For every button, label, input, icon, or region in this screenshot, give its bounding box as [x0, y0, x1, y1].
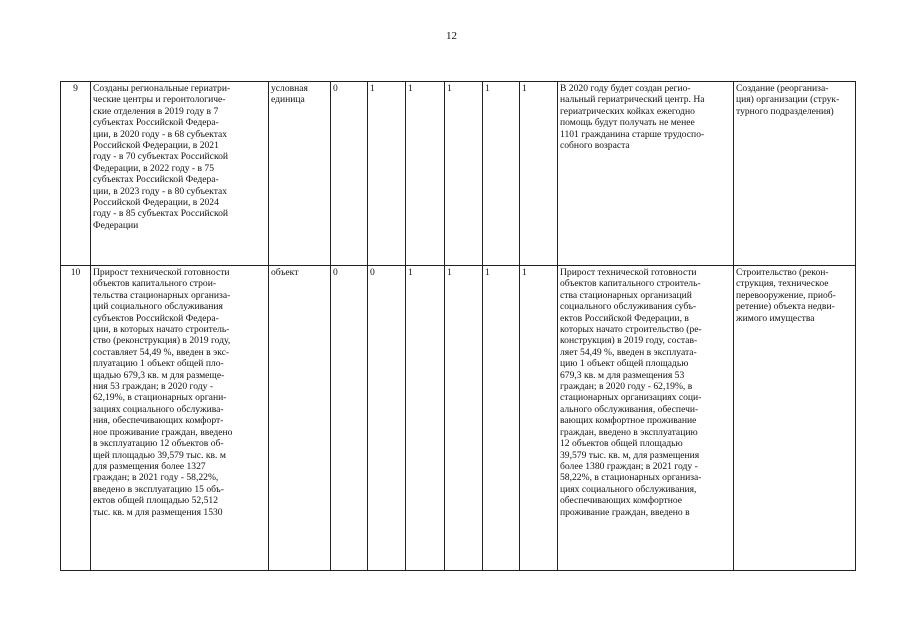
text-line: тельства стационарных организа- [93, 289, 231, 301]
text-line: обеспечивающих комфортное [560, 495, 683, 507]
unit-cell [269, 266, 331, 571]
value-cell: 1 [520, 266, 558, 571]
value-cell: 0 [331, 82, 368, 266]
text-line: 12 объектов общей площадью [560, 438, 683, 450]
text-line: собного возраста [560, 140, 630, 152]
text-line: ческие центры и геронтологиче- [93, 94, 226, 106]
text-line: составляет 54,49 %, введен в экс- [93, 346, 230, 358]
value-cell: 1 [445, 82, 483, 266]
text-line: ное проживание граждан, введено [93, 426, 233, 438]
text-line: перевооружение, приоб- [736, 289, 836, 301]
text-line: году - в 70 субъектах Российской [93, 151, 229, 163]
row-number: 9 [61, 82, 91, 266]
text-line: ции, в 2020 году - в 68 субъектах [93, 128, 228, 140]
description-cell [558, 266, 734, 571]
text-line: струкция, техническое [736, 278, 829, 290]
text-line: цию 1 объект общей площадью [560, 358, 689, 370]
text-line: объект [271, 267, 299, 278]
text-line: объектов капитального строи- [93, 278, 217, 290]
value-cell: 0 [331, 266, 368, 571]
text-line: ектов общей площадью 52,512 [93, 495, 219, 507]
value-cell: 1 [483, 82, 520, 266]
text-line: 39,579 тыс. кв. м, для размещения [560, 449, 700, 461]
text-line: плуатацию 1 объект общей пло- [93, 358, 224, 370]
text-line: субъектах Российской Федера- [93, 117, 219, 129]
text-line: В 2020 году будет создан регио- [560, 83, 691, 94]
text-line: ций социального обслуживания [93, 301, 223, 313]
text-line: турного подразделения) [736, 105, 834, 117]
text-line: ства стационарных организаций [560, 289, 692, 301]
text-line: щей площадью 39,579 тыс. кв. м [93, 449, 226, 461]
text-line: Российской Федерации, в 2024 [93, 197, 219, 209]
text-line: условная [271, 83, 308, 94]
text-line: конструкция) в 2019 году, состав- [560, 335, 698, 347]
value-cell: 1 [406, 266, 445, 571]
result-cell [91, 266, 269, 571]
text-line: социального обслуживания субъ- [560, 301, 697, 313]
table-row [61, 266, 856, 571]
type-cell [734, 82, 856, 266]
text-line: ство (реконструкция) в 2019 году, [93, 335, 231, 347]
text-line: в эксплуатацию 12 объектов об- [93, 438, 224, 450]
text-line: Российской Федерации, в 2021 [93, 140, 219, 152]
text-line: ния, обеспечивающих комфорт- [93, 415, 224, 427]
value-cell: 1 [483, 266, 520, 571]
table-row [61, 82, 856, 266]
text-line: 58,22%, в стационарных организа- [560, 472, 702, 484]
description-cell [558, 82, 734, 266]
text-line: зациях социального обслужива- [93, 403, 224, 415]
text-line: субъектов Российской Федера- [93, 312, 219, 324]
text-line: субъектах Российской Федера- [93, 174, 219, 186]
text-line: Федерации, в 2022 году - в 75 [93, 162, 215, 174]
text-line: ляет 54,49 %, введен в эксплуата- [560, 346, 697, 358]
text-line: году - в 85 субъектах Российской [93, 208, 229, 220]
result-cell [91, 82, 269, 266]
text-line: единица [271, 94, 305, 106]
text-line: ектов Российской Федерации, в [560, 312, 689, 324]
text-line: ретение) объекта недви- [736, 301, 835, 313]
text-line: стационарных организациях соци- [560, 392, 702, 404]
value-cell: 1 [520, 82, 558, 266]
value-cell: 1 [406, 82, 445, 266]
text-line: щадью 679,3 кв. м для размеще- [93, 369, 225, 381]
text-line: Прирост технической готовности [560, 267, 697, 278]
text-line: граждан; в 2021 году - 58,22%, [93, 472, 219, 484]
type-cell [734, 266, 856, 571]
text-line: введено в эксплуатацию 15 объ- [93, 483, 224, 495]
text-line: ального обслуживания, обеспечи- [560, 403, 699, 415]
row-number: 10 [61, 266, 91, 571]
text-line: вающих комфортное проживание [560, 415, 697, 427]
text-line: 1101 гражданина старше трудоспо- [560, 128, 705, 140]
text-line: нальный гериатрический центр. На [560, 94, 705, 106]
text-line: ции, в которых начато строитель- [93, 324, 230, 336]
text-line: более 1380 граждан; в 2021 году - [560, 460, 698, 472]
unit-cell [269, 82, 331, 266]
text-line: жимого имущества [736, 312, 815, 324]
text-line: граждан, введено в эксплуатацию [560, 426, 698, 438]
text-line: 679,3 кв. м для размещения 53 [560, 369, 685, 381]
text-line: ские отделения в 2019 году в 7 [93, 105, 219, 117]
value-cell: 1 [368, 82, 406, 266]
text-line: Созданы региональные гериатри- [93, 83, 231, 94]
text-line: Прирост технической готовности [93, 267, 230, 278]
text-line: ция) организации (струк- [736, 94, 840, 106]
results-table [60, 81, 856, 571]
text-line: которых начато строительство (ре- [560, 324, 702, 336]
text-line: помощь будут получать не менее [560, 117, 695, 129]
value-cell: 1 [445, 266, 483, 571]
text-line: Создание (реорганиза- [736, 83, 829, 94]
value-cell: 0 [368, 266, 406, 571]
text-line: для размещения более 1327 [93, 460, 206, 472]
text-line: Федерации [93, 219, 139, 231]
text-line: ния 53 граждан; в 2020 году - [93, 381, 214, 393]
text-line: гериатрических койках ежегодно [560, 105, 695, 117]
text-line: ции, в 2023 году - в 80 субъектах [93, 185, 228, 197]
text-line: 62,19%, в стационарных органи- [93, 392, 227, 404]
text-line: граждан; в 2020 году - 62,19%, в [560, 381, 693, 393]
text-line: циях социального обслуживания, [560, 483, 697, 495]
text-line: тыс. кв. м для размещения 1530 [93, 506, 223, 518]
page-number: 12 [446, 30, 457, 42]
text-line: Строительство (рекон- [736, 267, 829, 278]
text-line: проживание граждан, введено в [560, 506, 690, 518]
text-line: объектов капитального строитель- [560, 278, 701, 290]
